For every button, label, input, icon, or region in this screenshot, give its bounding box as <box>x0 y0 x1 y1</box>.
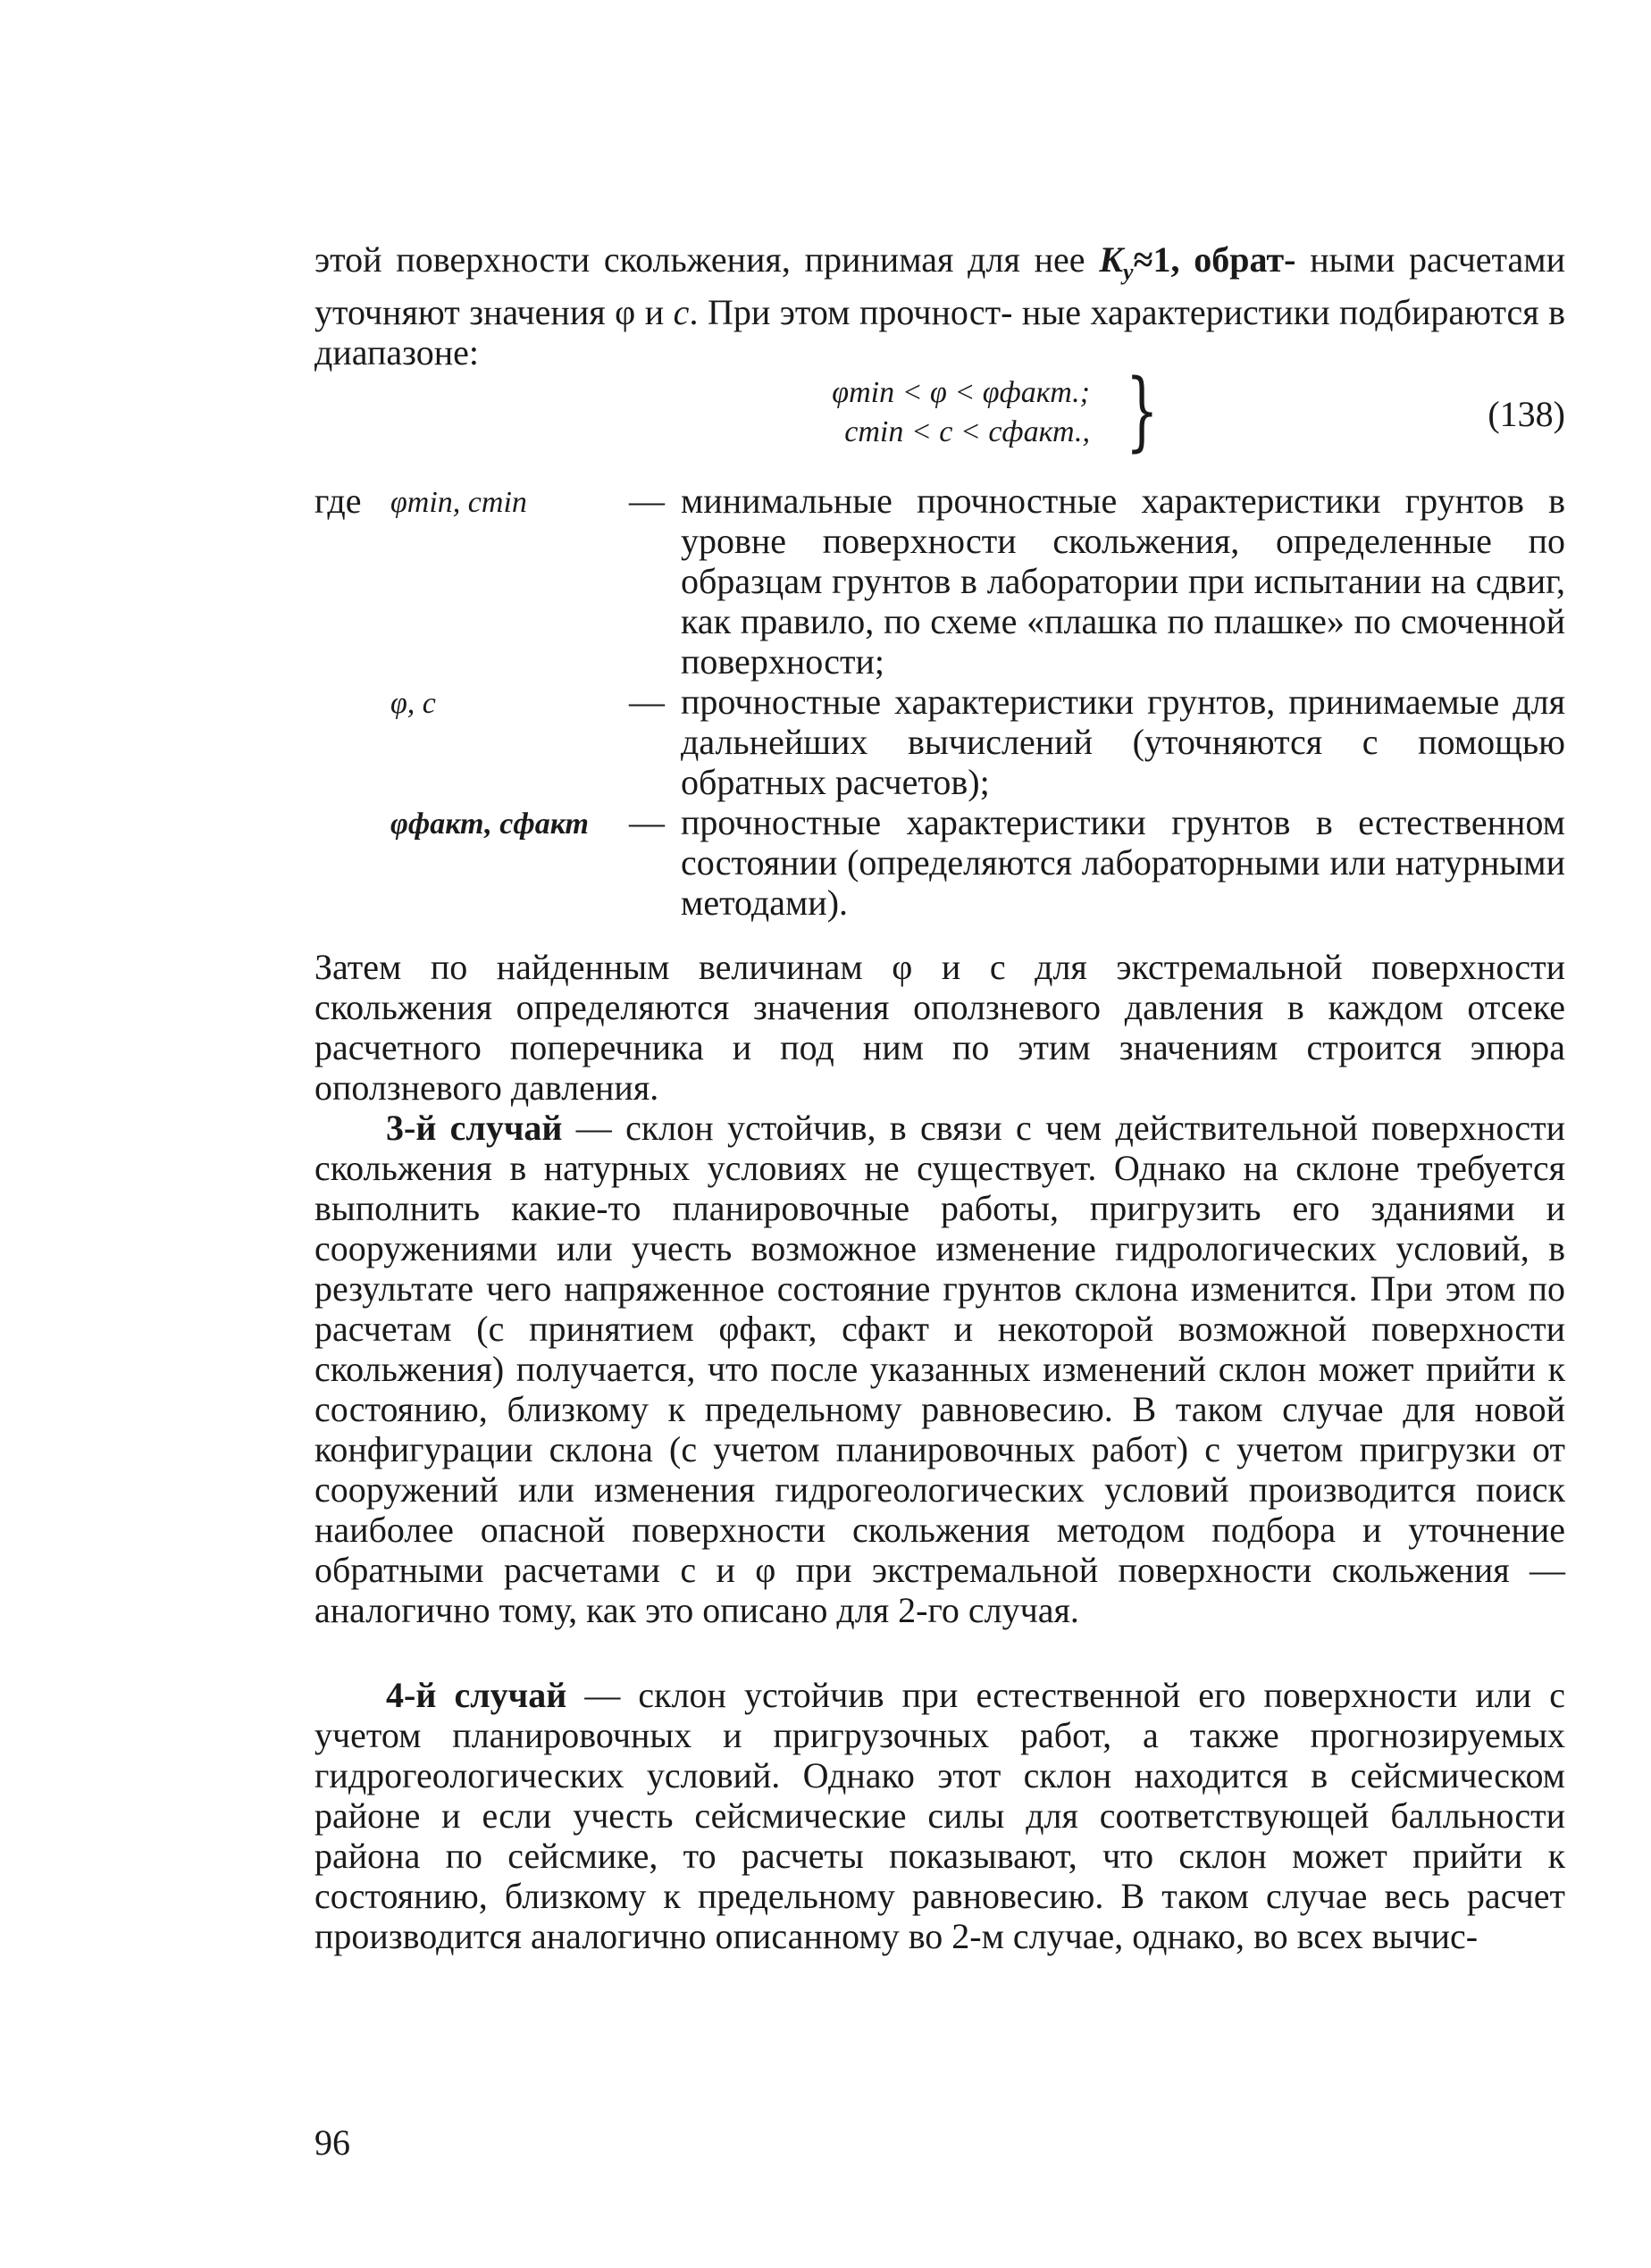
definition-text: прочностные характеристики грунтов в естественном состоянии (определяются лабораторными или натурными методами). <box>681 802 1565 923</box>
definition-term <box>314 481 681 682</box>
definitions-list <box>314 481 1565 923</box>
intro-approx: ≈1, обрат- <box>1133 239 1296 280</box>
formula-lines <box>795 373 1090 452</box>
definition-row <box>314 481 1565 682</box>
definition-text: прочностные характеристики грунтов, принимаемые для дальнейших вычислений (уточняются с помощью обратных расчетов); <box>681 682 1565 802</box>
case-4-label: 4-й случай <box>386 1675 567 1715</box>
definition-dash: — <box>629 481 665 521</box>
definition-text: минимальные прочностные характеристики грунтов в уровне поверхности скольжения, определенные по образцам грунтов в лаборатории при испытании на сдвиг, как правило, по схеме «плашка по плашке» по смоченной поверхности; <box>681 481 1565 682</box>
definition-term <box>314 802 681 923</box>
intro-text-1: этой поверхности скольжения, принимая для нее <box>314 239 1100 280</box>
definition-symbol: φ, c <box>390 687 436 720</box>
definition-dash: — <box>629 802 665 842</box>
c-symbol: c <box>673 292 690 332</box>
case-3-text: — склон устойчив, в связи с чем действительной поверхности скольжения в натурных условиях не существует. Однако на склоне требуется выполнить какие-то планировочные работы, пригрузить его зданиями и сооружениями или учесть возможное изменение гидрологических условий, в результате чего напряженное состояние грунтов склона изменится. При этом по расчетам (с принятием φфакт, cфакт и некоторой возможной поверхности скольжения) получается, что после указанных изменений склон может прийти к состоянию, близкому к предельному равновесию. В таком случае для новой конфигурации склона (с учетом планировочных работ) с учетом пригрузки от сооружений или изменения гидрогеологических условий производится поиск наиболее опасной поверхности скольжения методом подбора и уточнение обратными расчетами c и φ при экстремальной поверхности скольжения — аналогично тому, как это описано для 2-го случая. <box>314 1108 1566 1630</box>
definition-term <box>314 682 681 802</box>
after-definitions-text: Затем по найденным величинам φ и c для экстремальной поверхности скольжения определяются значения оползневого давления в каждом отсеке расчетного поперечника и под ним по этим значениям строится эпюра оползневого давления. <box>314 947 1565 1108</box>
where-word: где <box>314 481 362 521</box>
right-brace-icon: } <box>1126 361 1159 461</box>
case-4-text: — склон устойчив при естественной его поверхности или с учетом планировочных и пригрузочных работ, а также прогнозируемых гидрогеологических условий. Однако этот склон находится в сейсмическом районе и если учесть сейсмические силы для соответствующей балльности района по сейсмике, то расчеты показывают, что склон может прийти к состоянию, близкому к предельному равновесию. В таком случае весь расчет производится аналогично описанному во 2-м случае, однако, во всех вычис- <box>314 1675 1565 1956</box>
intro-paragraph <box>314 239 1565 372</box>
ky-symbol: $K_у$ <box>1099 239 1134 285</box>
case-3-label: 3-й случай <box>386 1108 563 1148</box>
formula-line-1: φmin < φ < φфакт.; <box>832 376 1090 409</box>
case-4-paragraph <box>314 1675 1565 1956</box>
formula-number: (138) <box>1488 394 1565 434</box>
intro-text-4: ные характеристики подбираются в диапазоне: <box>314 292 1565 372</box>
after-definitions-paragraph <box>314 947 1565 1108</box>
formula-138 <box>786 361 1565 461</box>
page-number: 96 <box>314 2122 350 2163</box>
case-3-paragraph <box>314 1108 1565 1630</box>
formula-line-2: cmin < c < cфакт., <box>844 415 1090 448</box>
definition-row <box>314 682 1565 802</box>
definition-dash: — <box>629 682 665 722</box>
definition-symbol: φфакт, cфакт <box>390 808 589 841</box>
intro-text-3: . При этом прочност- <box>689 292 1013 332</box>
definition-symbol: φmin, cmin <box>390 486 527 519</box>
intro-text-2: ными расчетами уточняют значения φ и <box>314 239 1566 332</box>
definition-row <box>314 802 1565 923</box>
